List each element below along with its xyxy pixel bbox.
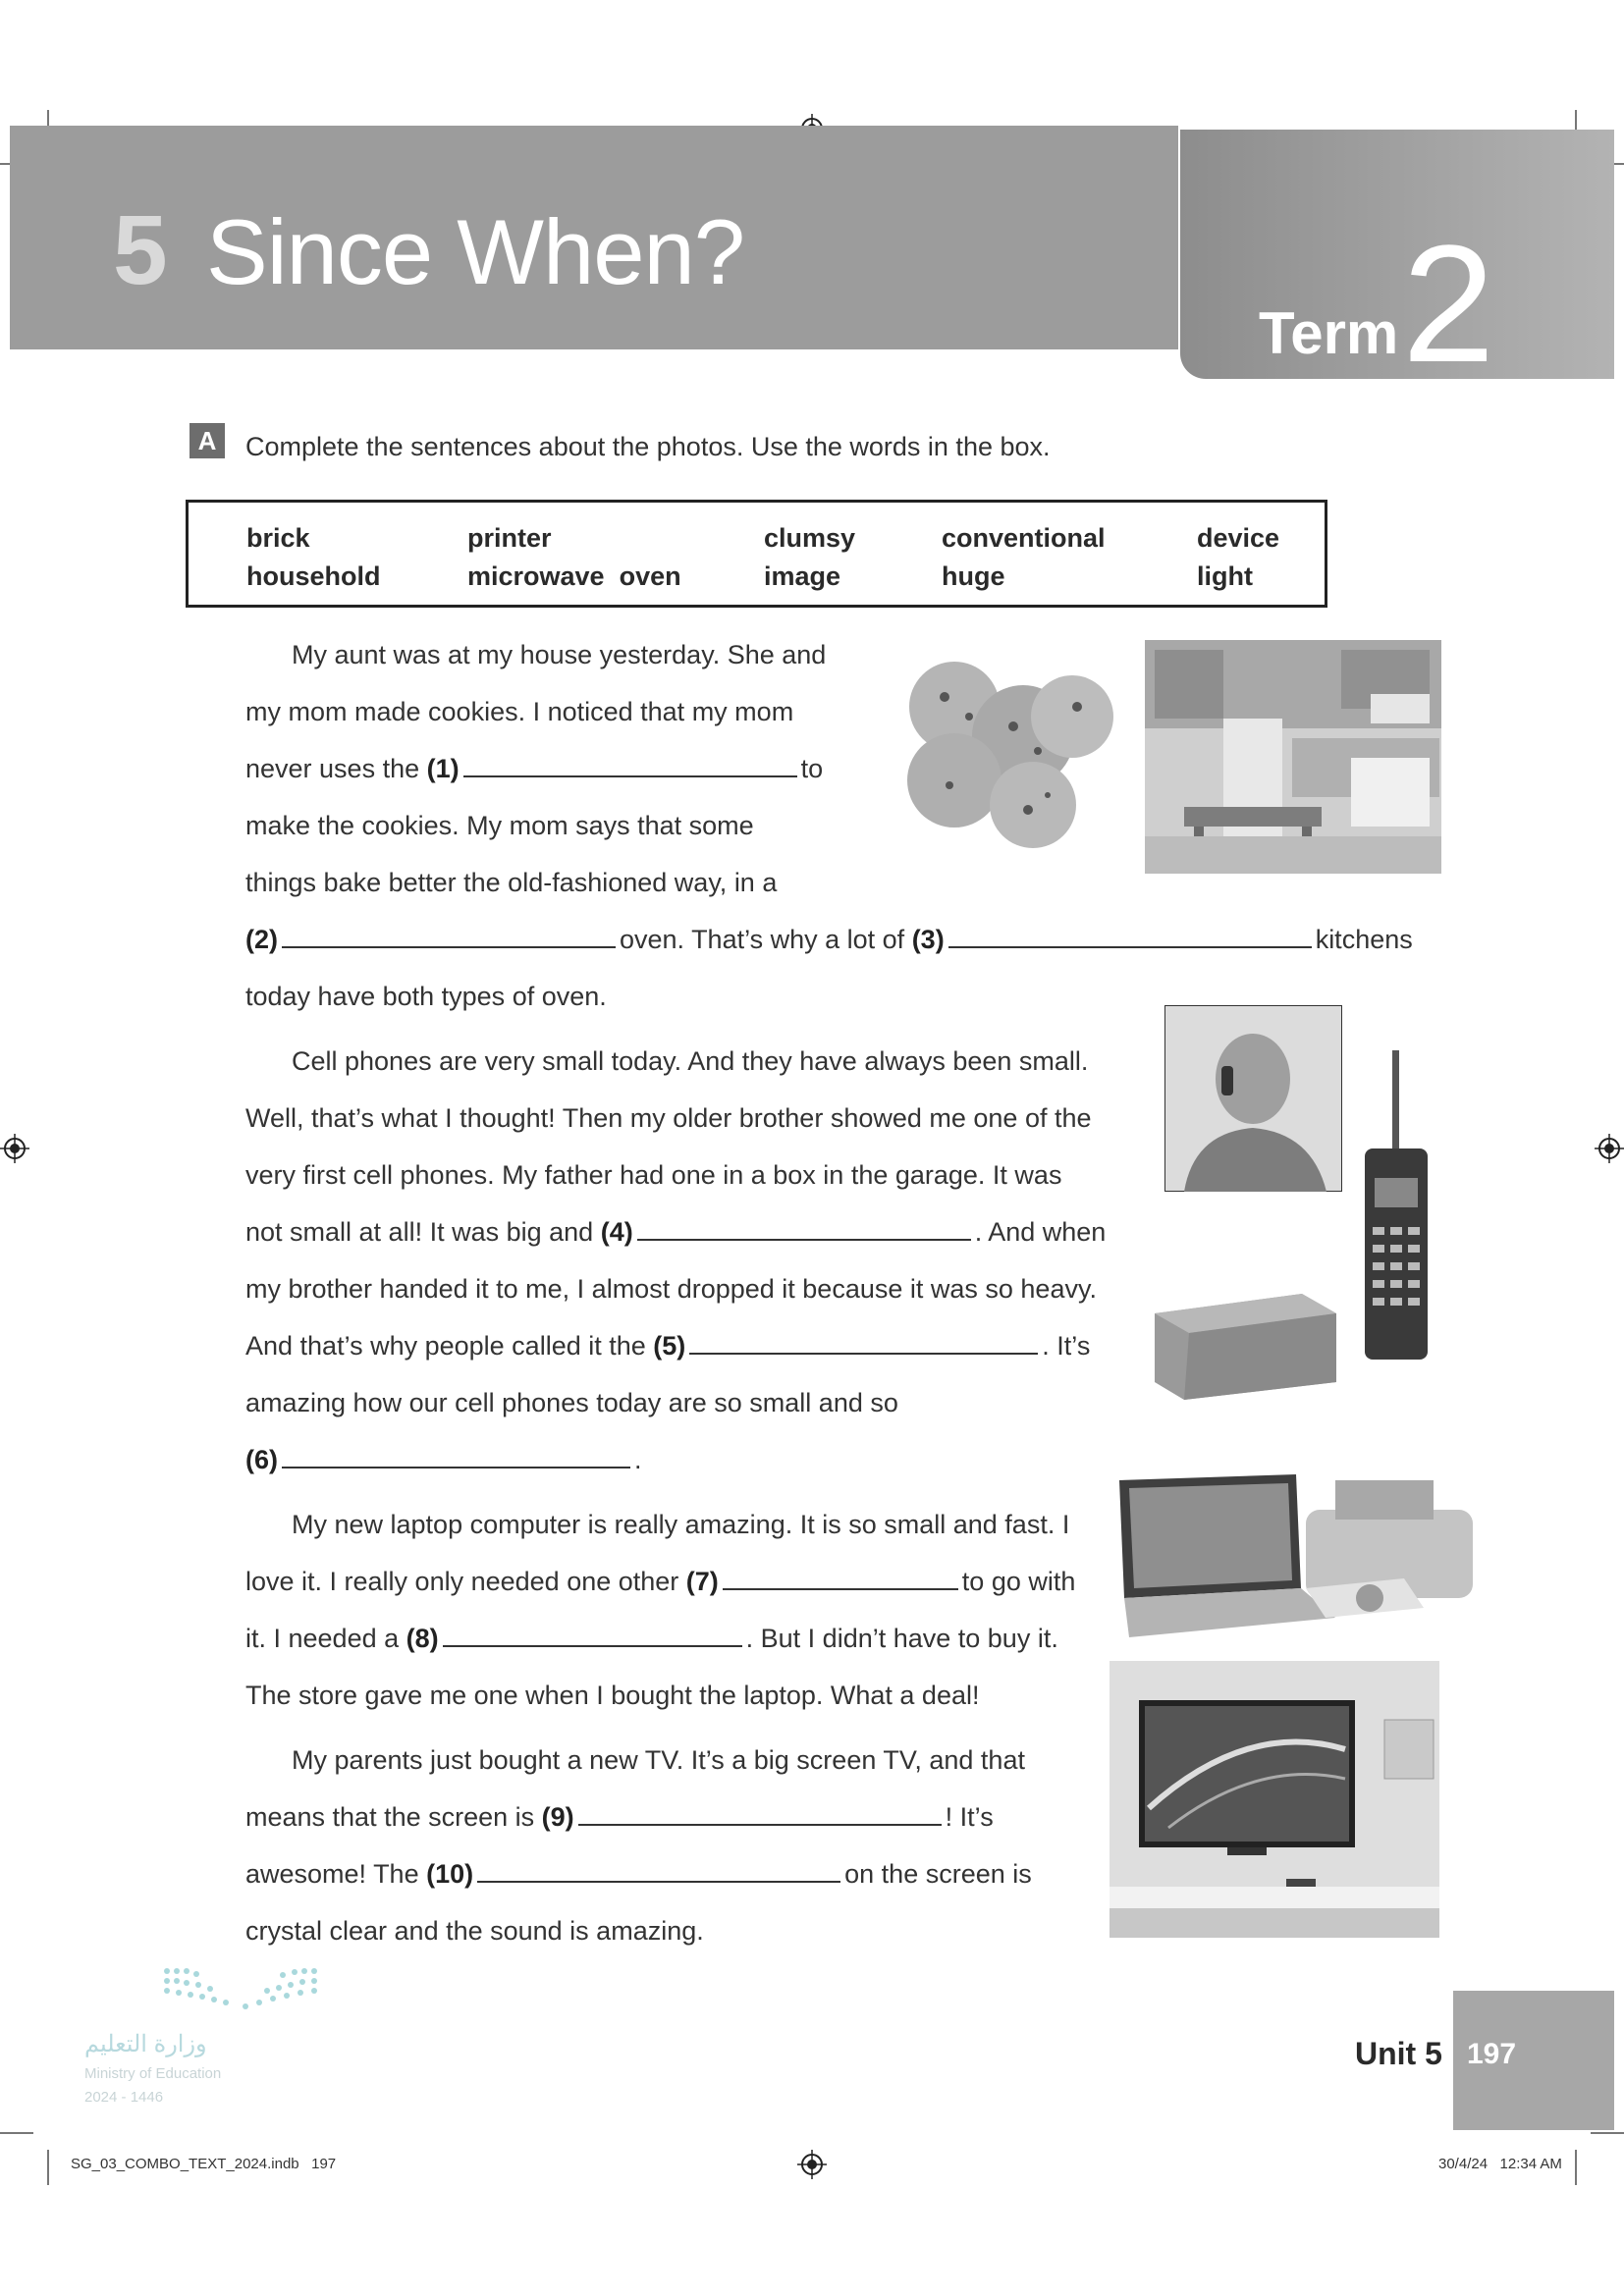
page-number: 197 [1467, 2038, 1517, 2070]
word-microwave-oven: microwave oven [467, 561, 681, 591]
term-number: 2 [1402, 211, 1495, 398]
answer-blank-6[interactable] [282, 1447, 630, 1468]
old-cell-phone-image [1359, 1050, 1434, 1364]
cookies-image [886, 648, 1121, 856]
text-fragment: . But I didn’t have to buy it. [745, 1624, 1058, 1653]
answer-blank-8[interactable] [443, 1626, 742, 1647]
word-brick: brick [246, 523, 310, 553]
text-fragment: oven. That’s why a lot of [620, 925, 905, 954]
term-label: Term [1259, 300, 1399, 366]
crop-mark [0, 2132, 33, 2134]
blank-number: (5) [653, 1331, 686, 1361]
ministry-name-arabic: وزارة التعليم [84, 2031, 207, 2057]
blank-number: (1) [426, 754, 460, 783]
text-line: things bake better the old-fashioned way, in a [245, 868, 778, 897]
blank-number: (7) [685, 1567, 719, 1596]
ministry-year: 2024 - 1446 [84, 2089, 164, 2106]
answer-blank-10[interactable] [477, 1861, 840, 1883]
text-line: The store gave me one when I bought the laptop. What a deal! [245, 1681, 980, 1710]
ministry-logo-icon [157, 1963, 324, 2016]
blank-number: (2) [245, 925, 278, 954]
text-line: today have both types of oven. [245, 982, 607, 1011]
text-fragment: never uses the [245, 754, 420, 783]
kitchen-photo [1145, 640, 1441, 874]
text-line: amazing how our cell phones today are so small and so [245, 1388, 898, 1417]
registration-mark-icon [797, 2150, 827, 2179]
man-on-phone-photo [1164, 1005, 1342, 1192]
word-box [186, 500, 1327, 608]
exercise-letter: A [189, 423, 225, 458]
word-light: light [1197, 561, 1253, 591]
text-fragment: it. I needed a [245, 1624, 400, 1653]
text-line: make the cookies. My mom says that some [245, 811, 754, 840]
text-line: My parents just bought a new TV. It’s a big screen TV, and that [292, 1745, 1025, 1775]
text-fragment: to go with [961, 1567, 1076, 1596]
unit-number: 5 [113, 195, 168, 305]
text-line-with-blank [245, 927, 1413, 953]
answer-blank-5[interactable] [689, 1333, 1038, 1355]
text-line: my brother handed it to me, I almost dropped it because it was so heavy. [245, 1274, 1097, 1304]
blank-number: (8) [406, 1624, 439, 1653]
crop-mark [1575, 2150, 1577, 2185]
answer-blank-9[interactable] [578, 1804, 942, 1826]
answer-blank-7[interactable] [723, 1569, 958, 1590]
text-line-with-blank [245, 1626, 1058, 1652]
text-fragment: kitchens [1315, 925, 1413, 954]
text-line: very first cell phones. My father had one in a box in the garage. It was [245, 1160, 1062, 1190]
print-slug-file: SG_03_COMBO_TEXT_2024.indb 197 [71, 2156, 337, 2172]
answer-blank-1[interactable] [463, 756, 797, 777]
text-fragment: ! It’s [945, 1802, 994, 1832]
text-line: My new laptop computer is really amazing. It is so small and fast. I [292, 1510, 1070, 1539]
ministry-name-english: Ministry of Education [84, 2065, 222, 2082]
word-conventional: conventional [942, 523, 1106, 553]
blank-number: (3) [911, 925, 945, 954]
registration-mark-icon [1595, 1134, 1624, 1163]
text-line: Cell phones are very small today. And they have always been small. [292, 1046, 1089, 1076]
registration-mark-icon [0, 1134, 29, 1163]
unit-title: Since When? [206, 200, 745, 303]
text-line-with-blank [245, 756, 823, 782]
text-line-with-blank [245, 1569, 1075, 1595]
text-fragment: awesome! The [245, 1859, 419, 1889]
unit-label: Unit 5 [1355, 2036, 1442, 2071]
answer-blank-3[interactable] [948, 927, 1312, 948]
word-household: household [246, 561, 381, 591]
text-fragment: And that’s why people called it the [245, 1331, 646, 1361]
text-fragment: . It’s [1042, 1331, 1091, 1361]
text-fragment: . And when [974, 1217, 1107, 1247]
brick-image [1145, 1274, 1341, 1404]
answer-blank-4[interactable] [637, 1219, 971, 1241]
word-printer: printer [467, 523, 552, 553]
word-device: device [1197, 523, 1280, 553]
text-fragment: on the screen is [844, 1859, 1032, 1889]
text-fragment: means that the screen is [245, 1802, 535, 1832]
blank-number: (6) [245, 1445, 278, 1474]
text-line: my mom made cookies. I noticed that my mom [245, 697, 794, 726]
print-slug-date: 30/4/24 12:34 AM [1438, 2156, 1562, 2172]
crop-mark [47, 2150, 49, 2185]
crop-mark [1591, 2132, 1624, 2134]
text-fragment: love it. I really only needed one other [245, 1567, 679, 1596]
tv-photo [1110, 1661, 1439, 1938]
word-image: image [764, 561, 841, 591]
text-line-with-blank [245, 1861, 1032, 1888]
word-huge: huge [942, 561, 1005, 591]
blank-number: (9) [541, 1802, 574, 1832]
blank-number: (10) [426, 1859, 474, 1889]
word-clumsy: clumsy [764, 523, 856, 553]
text-fragment: to [800, 754, 824, 783]
answer-blank-2[interactable] [282, 927, 616, 948]
text-line-with-blank [245, 1447, 642, 1473]
text-fragment: . [634, 1445, 642, 1474]
text-line-with-blank [245, 1804, 994, 1831]
blank-number: (4) [600, 1217, 633, 1247]
laptop-and-printer-image [1110, 1470, 1483, 1647]
text-line: My aunt was at my house yesterday. She and [292, 640, 827, 669]
text-line: Well, that’s what I thought! Then my older brother showed me one of the [245, 1103, 1092, 1133]
text-line-with-blank [245, 1219, 1106, 1246]
exercise-instruction: Complete the sentences about the photos. Use the words in the box. [245, 432, 1051, 461]
text-line-with-blank [245, 1333, 1090, 1360]
text-line: crystal clear and the sound is amazing. [245, 1916, 704, 1946]
text-fragment: not small at all! It was big and [245, 1217, 594, 1247]
